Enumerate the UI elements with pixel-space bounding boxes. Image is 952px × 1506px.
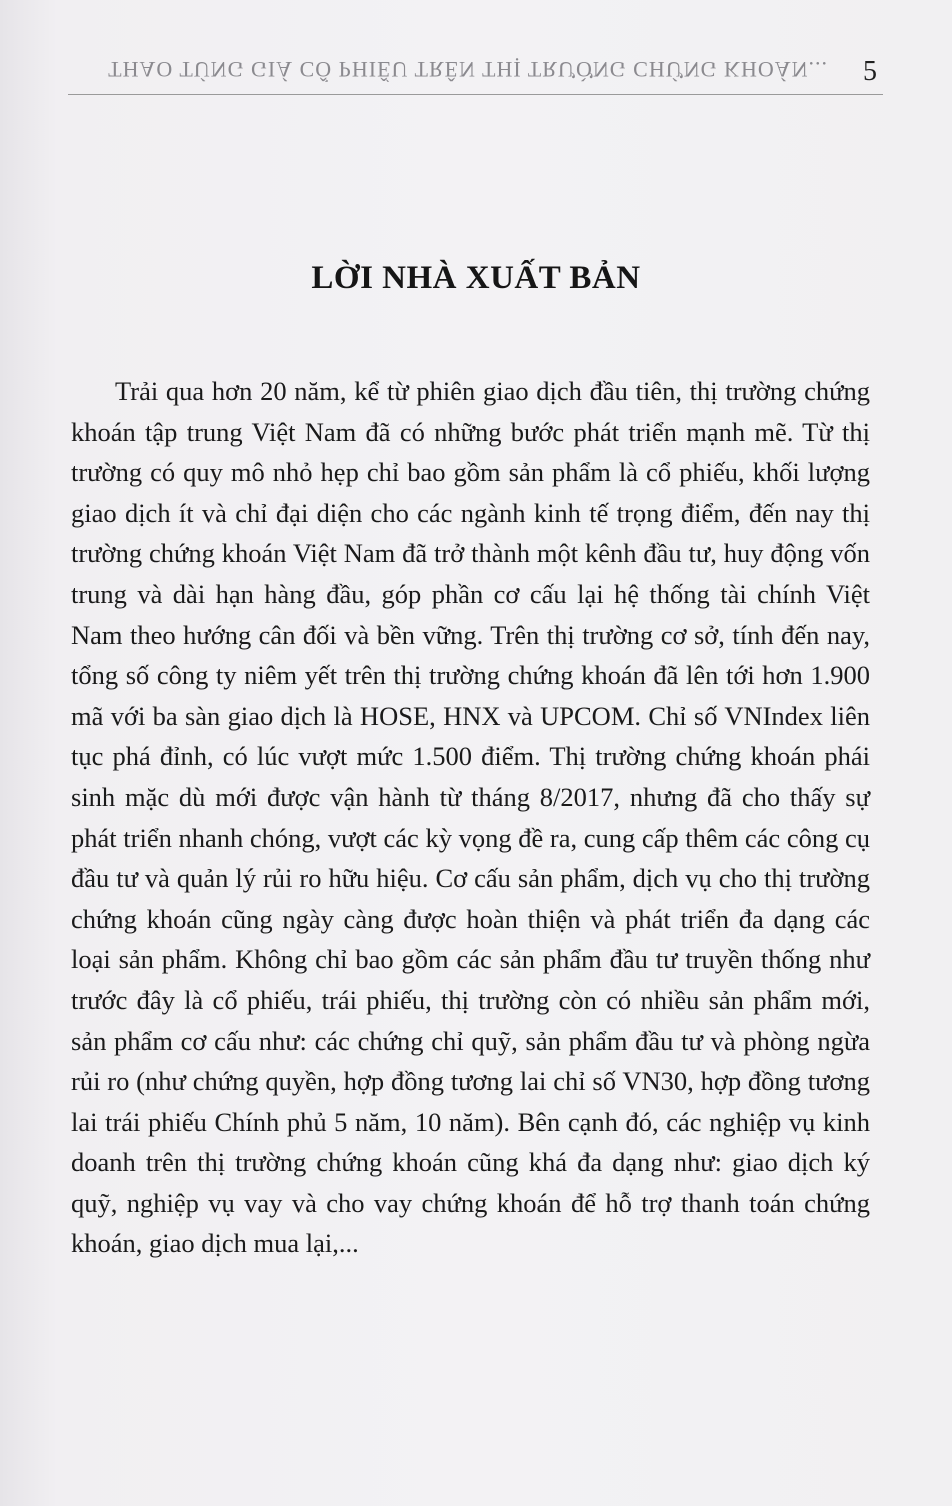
running-head: THAO TÚNG GIÁ CỔ PHIẾU TRÊN THỊ TRƯỜNG CHỨNG KHOÁN...	[108, 57, 828, 82]
page-title: LỜI NHÀ XUẤT BẢN	[311, 260, 641, 296]
page-header	[68, 52, 883, 95]
page-number: 5	[863, 56, 877, 87]
body-paragraph: Trải qua hơn 20 năm, kể từ phiên giao dịch đầu tiên, thị trường chứng khoán tập trung Việt Nam đã có những bước phát triển mạnh mẽ. Từ thị trường có quy mô nhỏ hẹp chỉ bao gồm sản phẩm là cổ phiếu, khối lượng giao dịch ít và chỉ đại diện cho các ngành kinh tế trọng điểm, đến nay thị trường chứng khoán Việt Nam đã trở thành một kênh đầu tư, huy động vốn trung và dài hạn hàng đầu, góp phần cơ cấu lại hệ thống tài chính Việt Nam theo hướng cân đối và bền vững. Trên thị trường cơ sở, tính đến nay, tổng số công ty niêm yết trên thị trường chứng khoán đã lên tới hơn 1.900 mã với ba sàn giao dịch là HOSE, HNX và UPCOM. Chỉ số VNIndex liên tục phá đỉnh, có lúc vượt mức 1.500 điểm. Thị trường chứng khoán phái sinh mặc dù mới được vận hành từ tháng 8/2017, nhưng đã cho thấy sự phát triển nhanh chóng, vượt các kỳ vọng đề ra, cung cấp thêm các công cụ đầu tư và quản lý rủi ro hữu hiệu. Cơ cấu sản phẩm, dịch vụ cho thị trường chứng khoán cũng ngày càng được hoàn thiện và phát triển đa dạng các loại sản phẩm. Không chỉ bao gồm các sản phẩm đầu tư truyền thống như trước đây là cổ phiếu, trái phiếu, thị trường còn có nhiều sản phẩm mới, sản phẩm cơ cấu như: các chứng chỉ quỹ, sản phẩm đầu tư và phòng ngừa rủi ro (như chứng quyền, hợp đồng tương lai chỉ số VN30, hợp đồng tương lai trái phiếu Chính phủ 5 năm, 10 năm). Bên cạnh đó, các nghiệp vụ kinh doanh trên thị trường chứng khoán cũng khá đa dạng như: giao dịch ký quỹ, nghiệp vụ vay và cho vay chứng khoán để hỗ trợ thanh toán chứng khoán, giao dịch mua lại,...	[71, 376, 870, 1259]
